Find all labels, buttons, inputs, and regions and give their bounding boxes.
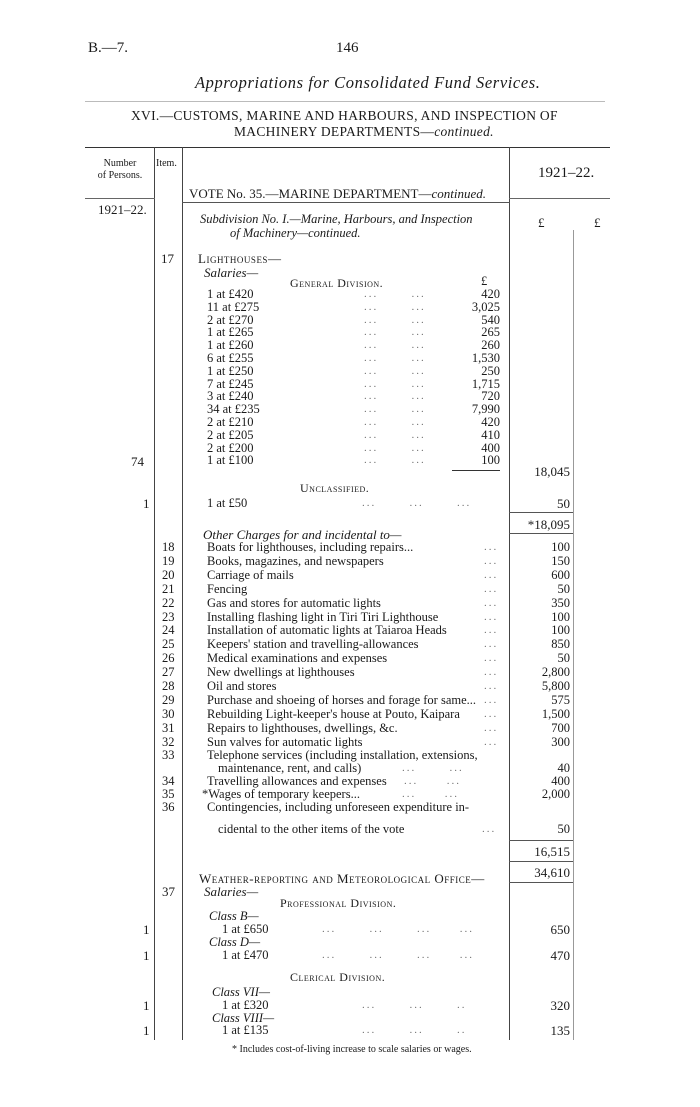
charge-item-label: Installing flashing light in Tiri Tiri Lighthouse [207,609,439,624]
leader-dots: ... [484,624,499,637]
charge-item-label: Oil and stores [207,679,277,693]
class-vii-row: 1 at £320 [222,998,269,1012]
professional-division-heading: Professional Division. [280,896,397,910]
weather-office-heading: Weather-reporting and Meteorological Office— [199,871,485,886]
leader-dots: ... [482,823,497,835]
item33-line1: Telephone services (including installation, extensions, [207,748,478,762]
leader-dots: ... ... ... ... [322,949,474,961]
charge-item-label: Medical examinations and expenses [207,651,388,666]
salary-row-label: 2 at £210 [207,415,254,429]
class-d-value: 470 [550,948,570,963]
salary-row-value: 410 [481,427,500,442]
salary-row-value: 540 [481,312,500,327]
charge-item-number: 24 [162,623,175,638]
leader-dots: ... [484,666,499,679]
grand-total-underline [509,882,573,883]
item34-label: Travelling allowances and expenses [207,774,387,788]
salary-row-label: 34 at £235 [207,402,260,417]
page-title: Appropriations for Consolidated Fund Services. [195,73,541,92]
leader-dots: ... ... [364,288,426,300]
item36-line2: cidental to the other items of the vote [218,822,405,836]
salary-row-label: 1 at £100 [207,453,254,468]
leader-dots: ... ... [364,313,426,326]
section-heading-main: MACHINERY DEPARTMENTS— [234,124,435,139]
salary-row-label: 3 at £240 [207,389,254,404]
leader-dots: ... ... [364,441,426,454]
class-d-label: Class D— [209,935,261,949]
charge-item-number: 18 [162,540,175,554]
class-d-persons: 1 [143,948,150,963]
charge-item-number: 19 [162,553,175,568]
leader-dots: ... ... [402,788,459,800]
leader-dots: ... [484,596,499,609]
charge-item-value: 50 [557,651,570,666]
class-vii-label: Class VII— [212,985,270,999]
charge-item-value: 5,800 [541,679,570,693]
charge-item-label: Gas and stores for automatic lights [207,595,381,610]
other-charges-subtotal: 16,515 [534,844,570,859]
class-viii-value: 135 [550,1023,570,1038]
leader-dots: ... ... .. [362,1024,467,1036]
section-heading-cont: continued. [434,124,494,139]
salary-row-label: 1 at £260 [207,338,254,353]
salary-row-label: 2 at £205 [207,427,254,442]
other-charges-heading: Other Charges for and incidental to— [203,527,402,542]
charge-item-value: 600 [551,567,570,582]
weather-salaries-label: Salaries— [204,884,259,899]
leader-dots: ... [484,610,499,623]
salary-row-value: 420 [481,287,500,301]
salary-row-value: 265 [481,325,500,340]
leader-dots: ... [484,541,499,553]
table-top-rule [85,147,610,148]
charge-item-value: 50 [557,581,570,596]
unclassified-row-label: 1 at £50 [207,496,248,510]
salary-row-label: 1 at £265 [207,325,254,340]
class-d-row: 1 at £470 [222,948,269,962]
general-subtotal-rule [452,470,500,471]
charge-item-value: 100 [551,540,570,554]
leader-dots: ... ... [364,454,426,467]
charge-item-label: Keepers' station and travelling-allowances [207,637,419,652]
charge-item-value: 700 [551,720,570,735]
class-vii-persons: 1 [143,998,150,1013]
leader-dots: ... ... [364,364,426,377]
charge-item-number: 22 [162,595,175,610]
salary-row-value: 260 [481,338,500,353]
salary-row-label: 11 at £275 [207,299,260,314]
item-number-17: 17 [161,251,174,266]
page-number: 146 [336,40,359,56]
charge-item-value: 850 [551,637,570,652]
salary-row-value: 420 [481,415,500,429]
salary-row-label: 2 at £200 [207,440,254,455]
leader-dots: ... ... [364,377,426,390]
persons-year: 1921–22. [98,202,147,217]
item-number-34: 34 [162,774,175,788]
item36-line1: Contingencies, including unforeseen expenditure in- [207,800,470,814]
leader-dots: ... [484,568,499,581]
charge-item-value: 100 [551,609,570,624]
leader-dots: ... ... [364,352,426,364]
subdivision-line1: Subdivision No. I.—Marine, Harbours, and Inspection [200,212,473,226]
leader-dots: ... [484,707,499,720]
year-column-header: 1921–22. [538,165,595,181]
charge-item-label: Installation of automatic lights at Taiaroa Heads [207,623,447,638]
salaries-total-underline [509,533,573,534]
salaries-total: *18,095 [527,517,570,532]
salary-row-label: 6 at £255 [207,351,254,365]
class-vii-value: 320 [550,998,570,1013]
item-column-rule [182,147,183,1040]
charge-item-value: 150 [551,553,570,568]
charge-item-number: 25 [162,637,175,652]
salary-row-value: 7,990 [471,402,500,417]
leader-dots: ... [484,638,499,651]
item33-line2: maintenance, rent, and calls) [218,761,362,775]
lighthouses-grand-total: 34,610 [534,865,570,880]
class-viii-persons: 1 [143,1023,150,1038]
leader-dots: ... [484,735,499,748]
leader-dots: ... ... ... ... [322,923,474,935]
general-division-heading: General Division. [290,276,384,290]
leader-dots: ... ... [404,775,461,787]
charge-item-value: 1,500 [541,706,570,721]
salary-row-label: 1 at £420 [207,287,254,301]
leader-dots: ... ... [364,339,426,352]
salaries-total-rule [509,512,573,513]
leader-dots: ... ... [364,300,426,313]
charge-item-label: Purchase and shoeing of horses and forage for same... [207,692,477,707]
class-b-persons: 1 [143,922,150,937]
charge-item-number: 26 [162,651,175,666]
salary-row-label: 1 at £250 [207,363,254,378]
item35-label: *Wages of temporary keepers... [202,787,360,801]
charge-item-label: New dwellings at lighthouses [207,665,355,680]
leader-dots: ... ... [364,390,426,403]
salary-row-value: 720 [481,389,500,404]
charge-item-label: Repairs to lighthouses, dwellings, &c. [207,720,398,735]
unclassified-persons: 1 [143,496,150,511]
leader-dots: ... ... [364,428,426,441]
charge-item-number: 32 [162,734,175,749]
leader-dots: ... ... [364,416,426,428]
charge-item-number: 29 [162,692,175,707]
class-b-label: Class B— [209,909,259,923]
salary-row-label: 7 at £245 [207,376,254,391]
item33-value: 40 [557,761,570,775]
salary-row-value: 100 [481,453,500,468]
charge-item-number: 31 [162,720,175,735]
leader-dots: ... [484,652,499,665]
leader-dots: ... [484,693,499,706]
item36-value: 50 [557,822,570,836]
unclassified-heading: Unclassified. [300,481,370,495]
leader-dots: ... [484,582,499,595]
charge-item-label: Fencing [207,581,248,596]
persons-column-header: Number of Persons. [97,158,143,181]
amount-inner-rule [573,230,574,1040]
charge-item-label: Rebuilding Light-keeper's house at Pouto, Kaipara [207,706,460,721]
charge-item-number: 20 [162,567,175,582]
leader-dots: ... [484,721,499,734]
item-number-35: 35 [162,787,175,801]
vote-title-rule [182,202,510,203]
footnote: * Includes cost-of-living increase to scale salaries or wages. [232,1044,472,1055]
leader-dots: ... ... [402,762,464,774]
charge-item-value: 300 [551,734,570,749]
charge-item-number: 27 [162,665,175,680]
item35-value: 2,000 [541,787,570,801]
charge-item-label: Boats for lighthouses, including repairs... [207,540,414,554]
persons-general: 74 [131,454,144,469]
salary-row-value: 1,715 [471,376,500,391]
item-column-header: Item. [156,158,177,169]
charge-item-value: 100 [551,623,570,638]
persons-header-rule [85,198,155,199]
leader-dots: ... ... [364,403,426,416]
class-viii-label: Class VIII— [212,1011,275,1025]
lighthouses-salaries-label: Salaries— [204,265,259,280]
class-viii-row: 1 at £135 [222,1023,269,1037]
section-heading-line1: XVI.—CUSTOMS, MARINE AND HARBOURS, AND INSPECTION OF [131,108,558,123]
salary-row-value: 3,025 [471,299,500,314]
vote-title: VOTE No. 35.—MARINE DEPARTMENT—continued. [189,186,487,201]
leader-dots: ... ... [364,326,426,339]
item-number-37: 37 [162,884,175,899]
lighthouses-heading: Lighthouses— [198,251,282,266]
subdivision-line2: of Machinery—continued. [230,226,361,240]
charge-item-value: 2,800 [541,665,570,680]
charges-subtotal-rule [509,840,573,841]
charge-item-number: 30 [162,706,175,721]
salary-row-value: 250 [481,363,500,378]
charge-item-label: Books, magazines, and newspapers [207,553,384,568]
charge-item-value: 350 [551,595,570,610]
salary-row-label: 2 at £270 [207,312,254,327]
item-number-33: 33 [162,748,175,762]
item34-value: 400 [551,774,570,788]
salary-row-value: 400 [481,440,500,455]
leader-dots: ... ... .. [362,999,467,1011]
charge-item-number: 23 [162,609,175,624]
pound-sign-col2: £ [594,215,601,230]
class-b-row: 1 at £650 [222,922,269,936]
charge-item-number: 28 [162,679,175,693]
leader-dots: ... ... ... [362,497,472,509]
item-number-36: 36 [162,800,175,814]
pound-sign-col1: £ [538,215,545,230]
charge-item-label: Sun valves for automatic lights [207,734,363,749]
charge-item-number: 21 [162,581,175,596]
title-rule [85,101,605,102]
section-heading-line2 [234,124,494,140]
charges-total-rule [509,861,573,862]
charge-item-label: Carriage of mails [207,567,294,582]
document-reference: B.—7. [88,40,129,56]
amount-header-rule [509,198,610,199]
leader-dots: ... [484,680,499,692]
leader-dots: ... [484,554,499,567]
persons-column-rule [154,147,155,1040]
general-division-total: 18,045 [534,464,570,479]
charge-item-value: 575 [551,692,570,707]
class-b-value: 650 [550,922,570,937]
salary-row-value: 1,530 [471,351,500,365]
clerical-division-heading: Clerical Division. [290,970,386,984]
general-division-pound: £ [481,274,488,288]
unclassified-value: 50 [557,496,570,511]
